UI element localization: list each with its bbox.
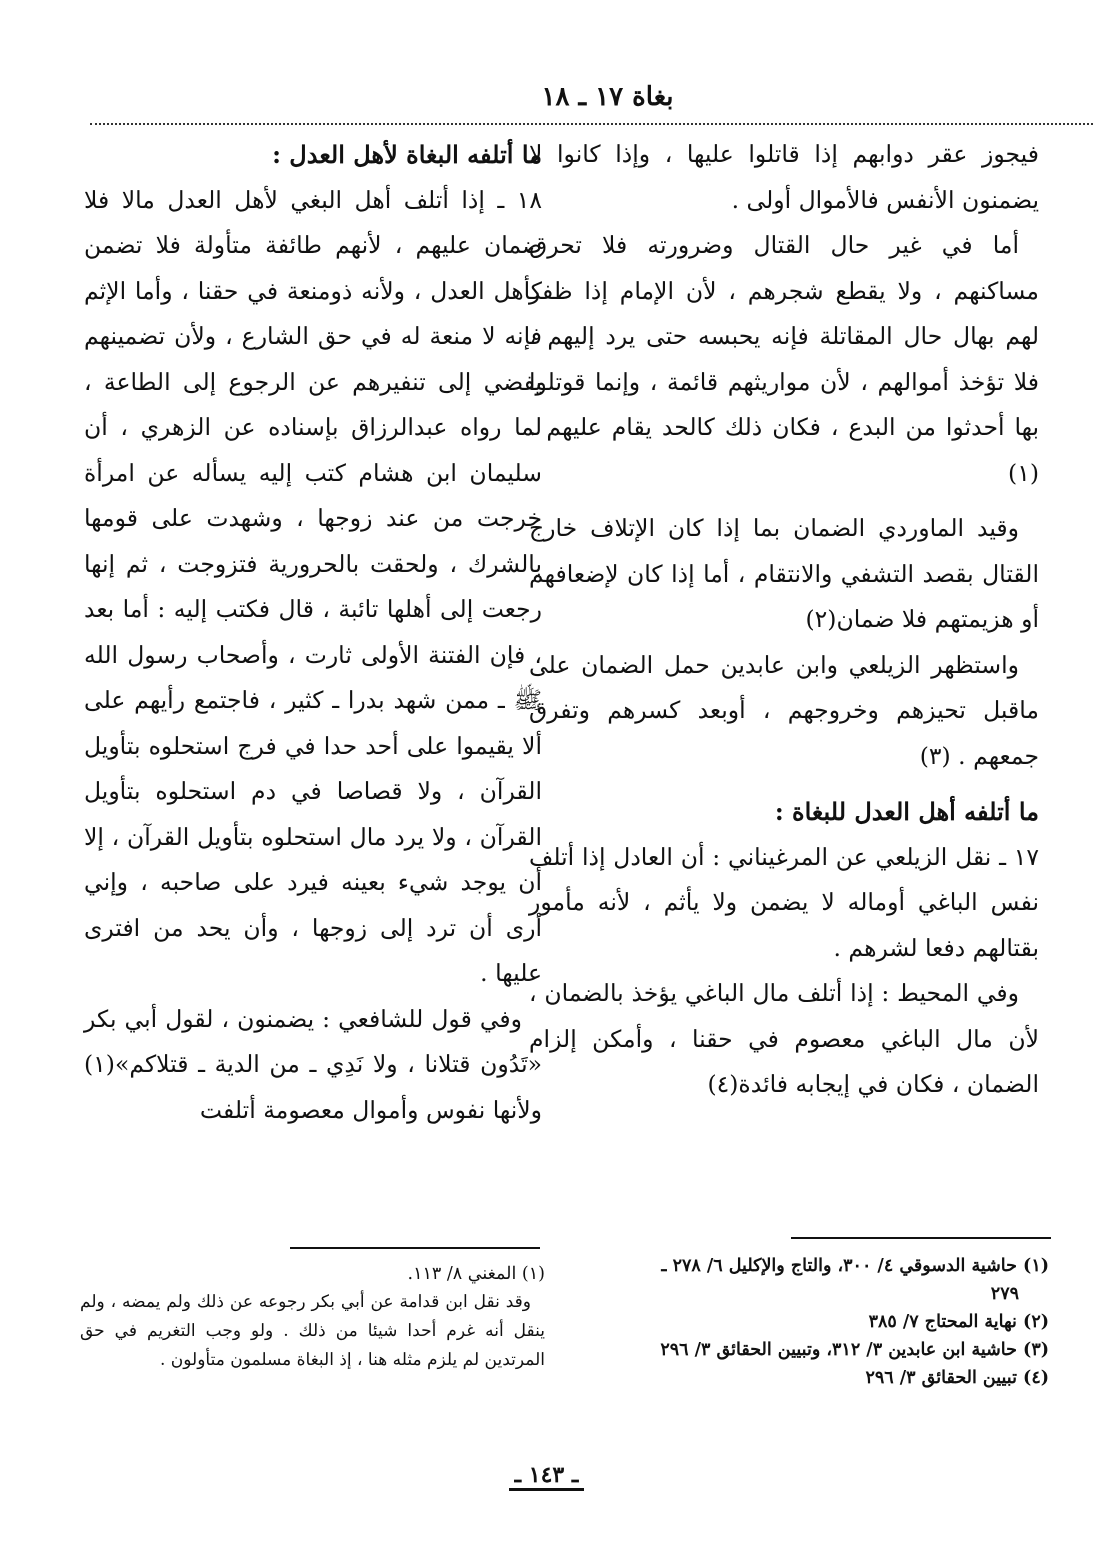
footnote-continuation: ٢٧٩ <box>990 1284 1019 1304</box>
paragraph: وفي قول للشافعي : يضمنون ، لقول أبي بكر «تَدُون قتلانا ، ولا نَدِي ـ من الدية ـ قتلاكم»(١) ولأنها نفوس وأموال معصومة أتلفت <box>84 1004 542 1124</box>
paragraph: ١٧ ـ نقل الزيلعي عن المرغيناني : أن العادل إذا أتلف نفس الباغي أوماله لا يضمن ولا يأثم ، لأنه مأمور بقتالهم دفعا لشرهم . <box>529 842 1039 962</box>
running-header <box>90 78 1093 125</box>
footnote: (٣) حاشية ابن عابدين ٣/ ٣١٢، وتبيين الحقائق ٣/ ٢٩٦ <box>660 1340 1049 1360</box>
page-number-label: ـ ١٤٣ ـ <box>509 1462 585 1491</box>
footnote: (٤) تبيين الحقائق ٣/ ٢٩٦ <box>865 1368 1049 1388</box>
footnote-divider <box>791 1237 1051 1239</box>
paragraph: واستظهر الزيلعي وابن عابدين حمل الضمان على ماقبل تحيزهم وخروجهم ، أوبعد كسرهم وتفرق جمعهم . (٣) <box>529 650 1039 770</box>
paragraph: أما في غير حال القتال وضرورته فلا تحرق مساكنهم ، ولا يقطع شجرهم ، لأن الإمام إذا ظفر لهم بهال حال المقاتلة فإنه يحبسه حتى يرد إليهم ، فلا تؤخذ أموالهم ، لأن مواريثهم قائمة ، وإنما قوتلوا بها أحدثوا من البدع ، فكان ذلك كالحد يقام عليهم . (١) <box>529 231 1039 487</box>
footnotes-left <box>80 1260 545 1375</box>
header-title: بغاة ١٧ ـ ١٨ <box>541 82 674 112</box>
section-heading: ما أتلفه البغاة لأهل العدل : <box>272 140 542 169</box>
paragraph: وقيد الماوردي الضمان بما إذا كان الإتلاف خارج القتال بقصد التشفي والانتقام ، أما إذا كان لإضعافهم أو هزيمتهم فلا ضمان(٢) <box>529 514 1039 633</box>
footnote: (٢) نهاية المحتاج ٧/ ٣٨٥ <box>868 1312 1049 1332</box>
section-heading: ما أتلفه أهل العدل للبغاة : <box>774 797 1039 826</box>
paragraph: ١٨ ـ إذا أتلف أهل البغي لأهل العدل مالا فلا ضمان عليهم ، لأنهم طائفة متأولة فلا تضمن كأهل العدل ، ولأنه ذومنعة في حقنا ، وأما الإثم فإنه لا منعة له في حق الشارع ، ولأن تضمينهم يفضي إلى تنفيرهم عن الرجوع إلى الطاعة ، لما رواه عبدالرزاق بإسناده عن الزهري ، أن سليمان ابن هشام كتب إليه يسأله عن امرأة خرجت من عند زوجها ، وشهدت على قومها بالشرك ، ولحقت بالحرورية فتزوجت ، ثم إنها رجعت إلى أهلها تائبة ، قال فكتب إليه : أما بعد ، فإن الفتنة الأولى ثارت ، وأصحاب رسول الله ﷺ ـ ممن شهد بدرا ـ كثير ، فاجتمع رأيهم على ألا يقيموا على أحد حدا في فرج استحلوه بتأويل القرآن ، ولا قصاصا في دم استحلوه بتأويل القرآن ، ولا يرد مال استحلوه بتأويل القرآن ، إلا أن يوجد شيء بعينه فيرد على صاحبه ، وإني أرى أن ترد إلى زوجها ، وأن يحد من افترى عليها . <box>84 185 542 987</box>
left-column <box>84 132 542 1133</box>
page-number <box>0 1462 1093 1491</box>
footnote-text: وقد نقل ابن قدامة عن أبي بكر رجوعه عن ذلك ولم يمضه ، ولم ينقل أنه غرم أحدا شيئا من ذلك . ولو وجب التغريم في حق المرتدين لم يلزم مثله هنا ، إذ البغاة مسلمون متأولون . <box>80 1292 545 1370</box>
footnote: (١) المغني ٨/ ١١٣. <box>407 1264 545 1284</box>
paragraph: وفي المحيط : إذا أتلف مال الباغي يؤخذ بالضمان ، لأن مال الباغي معصوم في حقنا ، وأمكن إلزام الضمان ، فكان في إيجابه فائدة(٤) <box>529 979 1039 1098</box>
footnote: (١) حاشية الدسوقي ٤/ ٣٠٠، والتاج والإكليل ٦/ ٢٧٨ ـ <box>661 1256 1049 1276</box>
paragraph: فيجوز عقر دوابهم إذا قاتلوا عليها ، وإذا كانوا لا يضمنون الأنفس فالأموال أولى . <box>529 140 1039 214</box>
footnote-divider <box>290 1247 540 1249</box>
right-column <box>529 132 1039 1108</box>
footnotes-right <box>529 1252 1049 1392</box>
